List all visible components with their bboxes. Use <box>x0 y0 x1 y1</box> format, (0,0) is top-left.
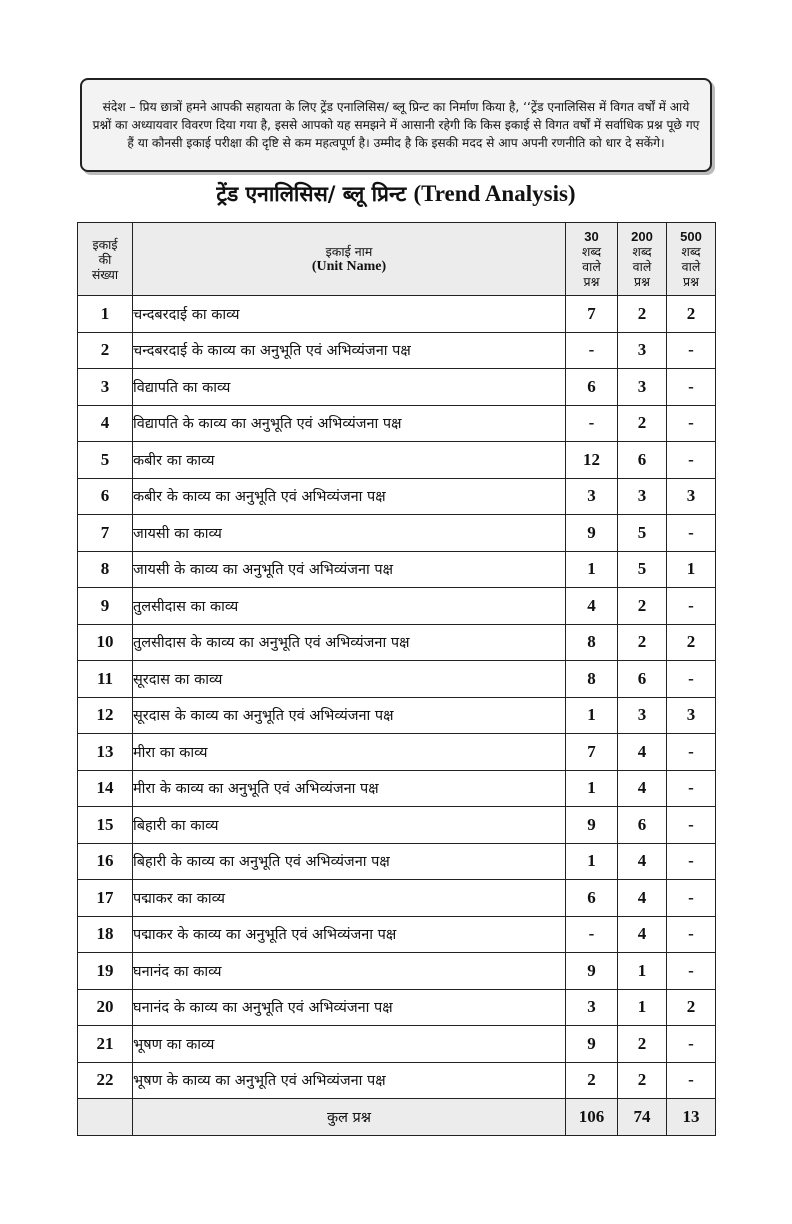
header-line: इकाई नाम <box>325 244 373 259</box>
count-30-word: 1 <box>566 843 618 880</box>
header-200-word <box>618 223 667 296</box>
header-line: शब्द <box>581 244 602 259</box>
header-line: इकाई <box>92 236 118 252</box>
total-empty-cell <box>78 1099 133 1136</box>
count-200-word: 2 <box>618 624 667 661</box>
unit-name: भूषण का काव्य <box>133 1026 566 1063</box>
unit-number: 14 <box>78 770 133 807</box>
total-30-word: 106 <box>566 1099 618 1136</box>
unit-number: 7 <box>78 515 133 552</box>
count-30-word: - <box>566 916 618 953</box>
table-row <box>78 734 716 771</box>
title-english: (Trend Analysis) <box>413 181 576 206</box>
table-row <box>78 551 716 588</box>
count-200-word: 3 <box>618 332 667 369</box>
title-hindi: ट्रेंड एनालिसिस/ ब्लू प्रिन्ट <box>216 182 407 206</box>
count-200-word: 2 <box>618 1026 667 1063</box>
unit-name: सूरदास का काव्य <box>133 661 566 698</box>
table-row <box>78 1062 716 1099</box>
count-500-word: - <box>667 953 716 990</box>
count-200-word: 1 <box>618 953 667 990</box>
header-30-word <box>566 223 618 296</box>
unit-number: 4 <box>78 405 133 442</box>
header-line: शब्द <box>681 244 701 259</box>
total-label: कुल प्रश्न <box>133 1099 566 1136</box>
header-500-word <box>667 223 716 296</box>
count-200-word: 5 <box>618 515 667 552</box>
count-500-word: - <box>667 916 716 953</box>
unit-name: बिहारी का काव्य <box>133 807 566 844</box>
unit-number: 20 <box>78 989 133 1026</box>
count-30-word: 7 <box>566 296 618 333</box>
unit-name: विद्यापति के काव्य का अनुभूति एवं अभिव्यंजना पक्ष <box>133 405 566 442</box>
count-500-word: - <box>667 369 716 406</box>
count-30-word: 1 <box>566 770 618 807</box>
unit-number: 11 <box>78 661 133 698</box>
count-500-word: - <box>667 880 716 917</box>
count-200-word: 3 <box>618 369 667 406</box>
header-line: शब्द <box>632 244 652 259</box>
header-line: 200 <box>631 229 653 244</box>
header-line: (Unit Name) <box>311 259 387 274</box>
unit-name: तुलसीदास का काव्य <box>133 588 566 625</box>
unit-number: 13 <box>78 734 133 771</box>
unit-name: जायसी के काव्य का अनुभूति एवं अभिव्यंजना पक्ष <box>133 551 566 588</box>
count-30-word: 3 <box>566 989 618 1026</box>
table-row <box>78 661 716 698</box>
count-30-word: 9 <box>566 953 618 990</box>
count-200-word: 2 <box>618 1062 667 1099</box>
count-200-word: 2 <box>618 588 667 625</box>
count-500-word: - <box>667 807 716 844</box>
notice-box <box>80 78 712 172</box>
header-line: वाले <box>681 259 701 274</box>
header-line: प्रश्न <box>583 274 600 289</box>
table-row <box>78 332 716 369</box>
count-30-word: 12 <box>566 442 618 479</box>
table-header-row <box>78 223 716 296</box>
table-row <box>78 478 716 515</box>
unit-name: चन्दबरदाई का काव्य <box>133 296 566 333</box>
table-row <box>78 369 716 406</box>
count-30-word: 2 <box>566 1062 618 1099</box>
table-row <box>78 807 716 844</box>
count-200-word: 4 <box>618 734 667 771</box>
count-500-word: 3 <box>667 697 716 734</box>
trend-analysis-table <box>77 222 716 1136</box>
count-500-word: - <box>667 843 716 880</box>
unit-number: 21 <box>78 1026 133 1063</box>
count-30-word: 9 <box>566 515 618 552</box>
unit-name: भूषण के काव्य का अनुभूति एवं अभिव्यंजना पक्ष <box>133 1062 566 1099</box>
unit-name: मीरा का काव्य <box>133 734 566 771</box>
count-30-word: 9 <box>566 807 618 844</box>
count-200-word: 5 <box>618 551 667 588</box>
unit-name: पद्माकर का काव्य <box>133 880 566 917</box>
count-200-word: 4 <box>618 880 667 917</box>
unit-number: 18 <box>78 916 133 953</box>
table-row <box>78 953 716 990</box>
count-30-word: 7 <box>566 734 618 771</box>
table-row <box>78 515 716 552</box>
unit-name: चन्दबरदाई के काव्य का अनुभूति एवं अभिव्यंजना पक्ष <box>133 332 566 369</box>
count-200-word: 4 <box>618 770 667 807</box>
table-row <box>78 1026 716 1063</box>
unit-number: 5 <box>78 442 133 479</box>
unit-name: मीरा के काव्य का अनुभूति एवं अभिव्यंजना पक्ष <box>133 770 566 807</box>
count-200-word: 4 <box>618 916 667 953</box>
header-line: 500 <box>680 229 702 244</box>
table-row <box>78 916 716 953</box>
unit-name: बिहारी के काव्य का अनुभूति एवं अभिव्यंजना पक्ष <box>133 843 566 880</box>
count-500-word: - <box>667 1026 716 1063</box>
unit-name: घनानंद का काव्य <box>133 953 566 990</box>
count-30-word: 6 <box>566 369 618 406</box>
count-30-word: 6 <box>566 880 618 917</box>
unit-number: 17 <box>78 880 133 917</box>
count-30-word: 8 <box>566 661 618 698</box>
unit-number: 16 <box>78 843 133 880</box>
unit-number: 15 <box>78 807 133 844</box>
header-line: 30 <box>584 229 599 244</box>
count-200-word: 2 <box>618 296 667 333</box>
table-row <box>78 989 716 1026</box>
unit-name: कबीर के काव्य का अनुभूति एवं अभिव्यंजना पक्ष <box>133 478 566 515</box>
unit-name: जायसी का काव्य <box>133 515 566 552</box>
count-30-word: 9 <box>566 1026 618 1063</box>
count-30-word: - <box>566 405 618 442</box>
count-30-word: 4 <box>566 588 618 625</box>
unit-name: पद्माकर के काव्य का अनुभूति एवं अभिव्यंजना पक्ष <box>133 916 566 953</box>
count-500-word: 1 <box>667 551 716 588</box>
table-row <box>78 880 716 917</box>
count-30-word: 8 <box>566 624 618 661</box>
total-200-word: 74 <box>618 1099 667 1136</box>
count-200-word: 1 <box>618 989 667 1026</box>
count-500-word: 2 <box>667 624 716 661</box>
unit-number: 22 <box>78 1062 133 1099</box>
header-line: वाले <box>582 259 601 274</box>
total-500-word: 13 <box>667 1099 716 1136</box>
count-200-word: 4 <box>618 843 667 880</box>
unit-name: घनानंद के काव्य का अनुभूति एवं अभिव्यंजना पक्ष <box>133 989 566 1026</box>
count-500-word: - <box>667 442 716 479</box>
notice-text: संदेश – प्रिय छात्रों हमने आपकी सहायता के लिए ट्रेंड एनालिसिस/ ब्लू प्रिन्ट का निर्माण किया है, ‘‘ट्रेंड एनालिसिस में विगत वर्षों में आये प्रश्नों का अध्यायवार विवरण दिया गया है, इससे आपको यह समझने में आसानी रहेगी कि किस इकाई से विगत वर्षों में सर्वाधिक प्रश्न पूछे गए हैं या कौनसी इकाई परीक्षा की दृष्टि से कम महत्वपूर्ण है। उम्मीद है कि इसकी मदद से आप अपनी रणनीति को धार दे सकेंगे। <box>92 100 700 150</box>
count-200-word: 6 <box>618 442 667 479</box>
count-500-word: - <box>667 661 716 698</box>
header-line: प्रश्न <box>683 274 699 289</box>
unit-number: 1 <box>78 296 133 333</box>
unit-name: विद्यापति का काव्य <box>133 369 566 406</box>
count-500-word: - <box>667 734 716 771</box>
count-500-word: - <box>667 515 716 552</box>
header-line: संख्या <box>91 266 119 282</box>
table-row <box>78 843 716 880</box>
table-row <box>78 697 716 734</box>
header-line: प्रश्न <box>634 274 650 289</box>
count-500-word: - <box>667 332 716 369</box>
count-500-word: - <box>667 588 716 625</box>
total-row <box>78 1099 716 1136</box>
table-row <box>78 296 716 333</box>
unit-number: 10 <box>78 624 133 661</box>
count-500-word: 3 <box>667 478 716 515</box>
unit-number: 6 <box>78 478 133 515</box>
unit-number: 2 <box>78 332 133 369</box>
unit-name: तुलसीदास के काव्य का अनुभूति एवं अभिव्यंजना पक्ष <box>133 624 566 661</box>
unit-number: 19 <box>78 953 133 990</box>
header-unit-number <box>78 223 133 296</box>
count-500-word: - <box>667 1062 716 1099</box>
header-line: की <box>98 251 112 267</box>
unit-number: 3 <box>78 369 133 406</box>
unit-number: 8 <box>78 551 133 588</box>
count-200-word: 6 <box>618 807 667 844</box>
count-200-word: 2 <box>618 405 667 442</box>
table-row <box>78 405 716 442</box>
count-200-word: 3 <box>618 697 667 734</box>
count-500-word: - <box>667 405 716 442</box>
header-line: वाले <box>632 259 652 274</box>
count-30-word: 3 <box>566 478 618 515</box>
unit-name: कबीर का काव्य <box>133 442 566 479</box>
table-row <box>78 624 716 661</box>
unit-number: 9 <box>78 588 133 625</box>
table-row <box>78 770 716 807</box>
page-title <box>0 180 792 208</box>
count-200-word: 6 <box>618 661 667 698</box>
table-row <box>78 588 716 625</box>
header-unit-name <box>133 223 566 296</box>
count-500-word: - <box>667 770 716 807</box>
unit-number: 12 <box>78 697 133 734</box>
count-30-word: 1 <box>566 697 618 734</box>
count-200-word: 3 <box>618 478 667 515</box>
table-row <box>78 442 716 479</box>
count-30-word: 1 <box>566 551 618 588</box>
count-500-word: 2 <box>667 296 716 333</box>
unit-name: सूरदास के काव्य का अनुभूति एवं अभिव्यंजना पक्ष <box>133 697 566 734</box>
count-500-word: 2 <box>667 989 716 1026</box>
count-30-word: - <box>566 332 618 369</box>
